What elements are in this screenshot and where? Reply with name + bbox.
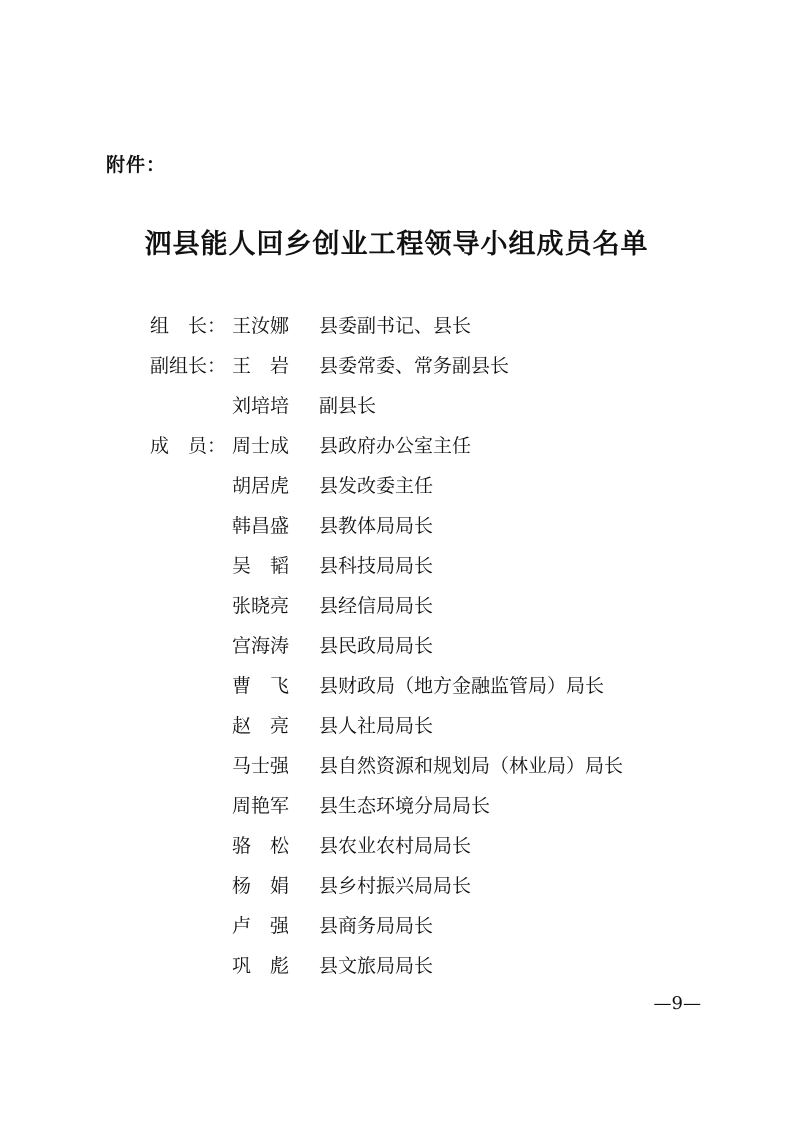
member-position: 县财政局（地方金融监管局）局长: [319, 675, 605, 697]
member-name: 杨 娟: [232, 875, 290, 897]
member-name: 吴 韬: [232, 555, 290, 577]
member-name: 曹 飞: [232, 675, 290, 697]
member-name: 刘培培: [232, 395, 290, 417]
member-position: 副县长: [319, 395, 377, 417]
member-name: 张晓亮: [232, 595, 290, 617]
member-role: 组 长：: [150, 315, 227, 337]
member-row: [150, 350, 623, 390]
member-position: 县经信局局长: [319, 595, 434, 617]
member-role: 成 员：: [150, 435, 227, 457]
member-row: [150, 470, 623, 510]
member-role: [150, 750, 232, 790]
member-name: 骆 松: [232, 835, 290, 857]
member-position: 县人社局局长: [319, 715, 434, 737]
member-role: [150, 790, 232, 830]
member-row: [150, 590, 623, 630]
member-name: 宫海涛: [232, 635, 290, 657]
member-position: 县农业农村局局长: [319, 835, 472, 857]
member-row: [150, 510, 623, 550]
member-name: 巩 彪: [232, 955, 290, 977]
member-role: [150, 510, 232, 550]
attachment-label: 附件：: [106, 154, 167, 176]
member-list: [150, 310, 623, 990]
member-name: 胡居虎: [232, 475, 290, 497]
member-name: 卢 强: [232, 915, 290, 937]
member-position: 县文旅局局长: [319, 955, 434, 977]
member-row: [150, 430, 623, 470]
member-row: [150, 750, 623, 790]
member-row: [150, 950, 623, 990]
member-name: 王汝娜: [232, 315, 290, 337]
member-name: 王 岩: [232, 355, 290, 377]
member-row: [150, 910, 623, 950]
member-row: [150, 870, 623, 910]
member-position: 县教体局局长: [319, 515, 434, 537]
member-position: 县商务局局长: [319, 915, 434, 937]
member-row: [150, 310, 623, 350]
member-role: [150, 630, 232, 670]
member-position: 县发改委主任: [319, 475, 434, 497]
member-role: [150, 910, 232, 950]
member-role: [150, 710, 232, 750]
member-row: [150, 390, 623, 430]
member-position: 县委副书记、县长: [319, 315, 472, 337]
member-position: 县民政局局长: [319, 635, 434, 657]
member-name: 马士强: [232, 755, 290, 777]
member-row: [150, 670, 623, 710]
member-row: [150, 550, 623, 590]
member-role: [150, 830, 232, 870]
member-name: 韩昌盛: [232, 515, 290, 537]
document-title: 泗县能人回乡创业工程领导小组成员名单: [144, 229, 649, 260]
member-role: [150, 470, 232, 510]
member-position: 县乡村振兴局局长: [319, 875, 472, 897]
member-position: 县生态环境分局局长: [319, 795, 491, 817]
member-row: [150, 830, 623, 870]
member-row: [150, 790, 623, 830]
member-position: 县政府办公室主任: [319, 435, 472, 457]
page-number: —9—: [653, 993, 701, 1014]
member-row: [150, 710, 623, 750]
member-role: [150, 590, 232, 630]
member-name: 周艳军: [232, 795, 290, 817]
member-row: [150, 630, 623, 670]
member-role: [150, 870, 232, 910]
member-position: 县科技局局长: [319, 555, 434, 577]
member-name: 周士成: [232, 435, 290, 457]
member-name: 赵 亮: [232, 715, 290, 737]
member-role: 副组长：: [150, 355, 227, 377]
member-position: 县自然资源和规划局（林业局）局长: [319, 755, 624, 777]
member-role: [150, 390, 232, 430]
member-role: [150, 950, 232, 990]
member-role: [150, 670, 232, 710]
member-position: 县委常委、常务副县长: [319, 355, 510, 377]
member-role: [150, 550, 232, 590]
